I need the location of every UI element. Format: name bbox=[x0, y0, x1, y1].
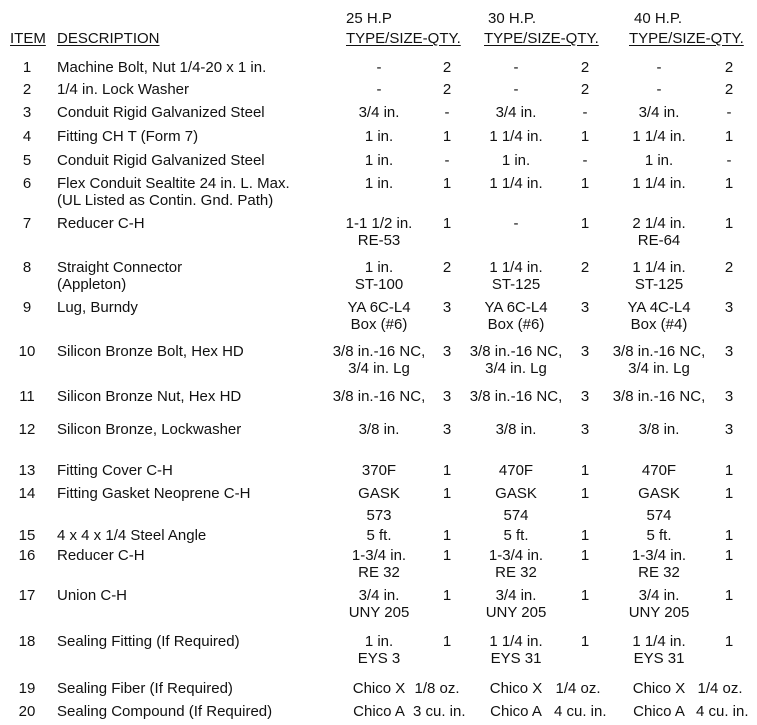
type-size-hp25: - bbox=[376, 81, 382, 98]
type-size-hp30: 1 in. bbox=[501, 152, 531, 169]
quantity-hp30: 1 bbox=[580, 175, 590, 192]
type-size-hp40: 3/4 in. bbox=[638, 587, 680, 604]
item-description: Reducer C-H bbox=[57, 215, 145, 232]
quantity-hp40: 1 bbox=[724, 128, 734, 145]
quantity-hp25: 1/8 oz. bbox=[414, 680, 460, 697]
quantity-hp30: 2 bbox=[580, 259, 590, 276]
item-number: 2 bbox=[22, 81, 32, 98]
type-size-hp40: - bbox=[656, 59, 662, 76]
quantity-hp30: 1/4 oz. bbox=[555, 680, 601, 697]
quantity-hp30: 1 bbox=[580, 527, 590, 544]
item-description: Sealing Fitting (If Required) bbox=[57, 633, 240, 650]
quantity-hp25: 2 bbox=[442, 59, 452, 76]
item-number: 20 bbox=[18, 703, 36, 720]
type-size-hp25: ST-100 bbox=[354, 276, 404, 293]
type-size-hp30: ST-125 bbox=[491, 276, 541, 293]
item-number: 10 bbox=[18, 343, 36, 360]
quantity-hp40: 1 bbox=[724, 547, 734, 564]
type-size-hp25: 370F bbox=[361, 462, 397, 479]
quantity-hp30: 3 bbox=[580, 299, 590, 316]
type-size-hp40: 3/8 in. bbox=[638, 421, 680, 438]
type-size-hp25: 1 in. bbox=[364, 633, 394, 650]
quantity-hp40: 1 bbox=[724, 215, 734, 232]
item-description: Silicon Bronze, Lockwasher bbox=[57, 421, 242, 438]
item-description: Reducer C-H bbox=[57, 547, 145, 564]
type-size-hp30: Chico A bbox=[490, 703, 542, 720]
type-size-hp40: UNY 205 bbox=[628, 604, 690, 621]
quantity-hp25: 2 bbox=[442, 259, 452, 276]
type-size-hp40: GASK bbox=[638, 485, 680, 502]
item-description: Fitting Gasket Neoprene C-H bbox=[57, 485, 251, 502]
type-size-hp25: YA 6C-L4 bbox=[347, 299, 411, 316]
quantity-hp25: 2 bbox=[442, 81, 452, 98]
item-description: Straight Connector bbox=[57, 259, 183, 276]
item-number: 8 bbox=[22, 259, 32, 276]
type-size-hp30: 470F bbox=[498, 462, 534, 479]
quantity-hp30: - bbox=[582, 152, 588, 169]
type-size-hp25: 1 in. bbox=[364, 259, 394, 276]
type-size-hp25: UNY 205 bbox=[348, 604, 410, 621]
quantity-hp40: 1 bbox=[724, 527, 734, 544]
type-size-hp25: Chico X bbox=[352, 680, 406, 697]
type-size-hp30: 3/8 in. bbox=[495, 421, 537, 438]
item-number: 6 bbox=[22, 175, 32, 192]
type-size-hp40: 3/4 in. Lg bbox=[628, 360, 690, 377]
type-size-hp25: EYS 3 bbox=[357, 650, 401, 667]
quantity-hp25: - bbox=[444, 152, 450, 169]
item-description: (UL Listed as Contin. Gnd. Path) bbox=[57, 192, 274, 209]
type-size-hp25: RE 32 bbox=[358, 564, 400, 581]
type-size-hp40: 1 1/4 in. bbox=[632, 259, 686, 276]
item-description: 4 x 4 x 1/4 Steel Angle bbox=[57, 527, 207, 544]
header-type-size-qty-25hp: TYPE/SIZE-QTY. bbox=[346, 30, 461, 47]
item-number: 12 bbox=[18, 421, 36, 438]
item-description: (Appleton) bbox=[57, 276, 127, 293]
header-25hp: 25 H.P bbox=[346, 10, 392, 27]
type-size-hp40: 1-3/4 in. bbox=[631, 547, 687, 564]
quantity-hp30: 1 bbox=[580, 215, 590, 232]
quantity-hp25: - bbox=[444, 104, 450, 121]
quantity-hp25: 1 bbox=[442, 215, 452, 232]
quantity-hp40: 2 bbox=[724, 59, 734, 76]
quantity-hp30: 1 bbox=[580, 633, 590, 650]
type-size-hp25: 3/4 in. bbox=[358, 104, 400, 121]
quantity-hp30: 1 bbox=[580, 128, 590, 145]
type-size-hp40: 1 in. bbox=[644, 152, 674, 169]
quantity-hp30: 3 bbox=[580, 343, 590, 360]
item-number: 4 bbox=[22, 128, 32, 145]
item-number: 13 bbox=[18, 462, 36, 479]
item-description: Lug, Burndy bbox=[57, 299, 138, 316]
type-size-hp40: Chico A bbox=[633, 703, 685, 720]
type-size-hp25: 5 ft. bbox=[366, 527, 392, 544]
quantity-hp30: 1 bbox=[580, 462, 590, 479]
item-description: Machine Bolt, Nut 1/4-20 x 1 in. bbox=[57, 59, 267, 76]
type-size-hp30: 3/8 in.-16 NC, bbox=[469, 388, 563, 405]
type-size-hp30: Box (#6) bbox=[487, 316, 545, 333]
quantity-hp40: 1 bbox=[724, 633, 734, 650]
type-size-hp30: 3/4 in. bbox=[495, 587, 537, 604]
quantity-hp40: 3 bbox=[724, 343, 734, 360]
type-size-hp30: EYS 31 bbox=[490, 650, 542, 667]
item-number: 5 bbox=[22, 152, 32, 169]
quantity-hp30: 2 bbox=[580, 59, 590, 76]
type-size-hp40: Chico X bbox=[632, 680, 686, 697]
quantity-hp25: 1 bbox=[442, 547, 452, 564]
quantity-hp40: - bbox=[726, 152, 732, 169]
type-size-hp30: RE 32 bbox=[495, 564, 537, 581]
item-number: 11 bbox=[19, 388, 35, 405]
item-number: 9 bbox=[22, 299, 32, 316]
type-size-hp40: EYS 31 bbox=[633, 650, 685, 667]
item-number: 7 bbox=[22, 215, 32, 232]
quantity-hp30: 1 bbox=[580, 547, 590, 564]
quantity-hp30: 3 bbox=[580, 421, 590, 438]
quantity-hp25: 1 bbox=[442, 527, 452, 544]
type-size-hp25: 1-3/4 in. bbox=[351, 547, 407, 564]
type-size-hp25: 573 bbox=[366, 507, 392, 524]
item-number: 19 bbox=[18, 680, 36, 697]
item-description: Silicon Bronze Nut, Hex HD bbox=[57, 388, 242, 405]
type-size-hp25: 1 in. bbox=[364, 152, 394, 169]
quantity-hp40: 3 bbox=[724, 299, 734, 316]
header-type-size-qty-40hp: TYPE/SIZE-QTY. bbox=[629, 30, 744, 47]
quantity-hp40: 1 bbox=[724, 587, 734, 604]
quantity-hp40: 3 bbox=[724, 421, 734, 438]
quantity-hp40: 2 bbox=[724, 81, 734, 98]
quantity-hp25: 1 bbox=[442, 485, 452, 502]
type-size-hp30: 3/8 in.-16 NC, bbox=[469, 343, 563, 360]
type-size-hp25: Box (#6) bbox=[350, 316, 408, 333]
quantity-hp25: 1 bbox=[442, 633, 452, 650]
item-number: 15 bbox=[18, 527, 36, 544]
type-size-hp40: Box (#4) bbox=[630, 316, 688, 333]
type-size-hp40: 470F bbox=[641, 462, 677, 479]
type-size-hp40: RE 32 bbox=[638, 564, 680, 581]
item-description: Sealing Fiber (If Required) bbox=[57, 680, 233, 697]
type-size-hp30: 1 1/4 in. bbox=[489, 633, 543, 650]
type-size-hp30: 1 1/4 in. bbox=[489, 175, 543, 192]
item-number: 17 bbox=[18, 587, 36, 604]
type-size-hp30: 1 1/4 in. bbox=[489, 128, 543, 145]
type-size-hp40: 1 1/4 in. bbox=[632, 128, 686, 145]
quantity-hp40: 1/4 oz. bbox=[697, 680, 743, 697]
quantity-hp40: 1 bbox=[724, 175, 734, 192]
item-number: 3 bbox=[22, 104, 32, 121]
type-size-hp40: 1 1/4 in. bbox=[632, 633, 686, 650]
item-description: Fitting CH T (Form 7) bbox=[57, 128, 199, 145]
quantity-hp30: 2 bbox=[580, 81, 590, 98]
quantity-hp25: 3 cu. in. bbox=[413, 703, 466, 720]
type-size-hp40: - bbox=[656, 81, 662, 98]
quantity-hp40: 3 bbox=[724, 388, 734, 405]
item-number: 18 bbox=[18, 633, 36, 650]
header-description: DESCRIPTION bbox=[57, 30, 160, 47]
type-size-hp30: 3/4 in. bbox=[495, 104, 537, 121]
item-description: Sealing Compound (If Required) bbox=[57, 703, 273, 720]
type-size-hp40: 1 1/4 in. bbox=[632, 175, 686, 192]
item-description: 1/4 in. Lock Washer bbox=[57, 81, 190, 98]
header-40hp: 40 H.P. bbox=[634, 10, 683, 27]
quantity-hp30: 4 cu. in. bbox=[554, 703, 607, 720]
type-size-hp25: 3/8 in.-16 NC, bbox=[332, 388, 426, 405]
quantity-hp40: 1 bbox=[724, 462, 734, 479]
quantity-hp25: 3 bbox=[442, 343, 452, 360]
type-size-hp25: 1 in. bbox=[364, 175, 394, 192]
type-size-hp25: 1-1 1/2 in. bbox=[345, 215, 413, 232]
type-size-hp40: 5 ft. bbox=[646, 527, 672, 544]
type-size-hp30: 5 ft. bbox=[503, 527, 529, 544]
type-size-hp40: 3/4 in. bbox=[638, 104, 680, 121]
quantity-hp25: 1 bbox=[442, 175, 452, 192]
type-size-hp25: 3/4 in. bbox=[358, 587, 400, 604]
type-size-hp40: 2 1/4 in. bbox=[632, 215, 686, 232]
header-item: ITEM bbox=[10, 30, 46, 47]
item-description: Conduit Rigid Galvanized Steel bbox=[57, 104, 265, 121]
quantity-hp25: 3 bbox=[442, 421, 452, 438]
item-description: Silicon Bronze Bolt, Hex HD bbox=[57, 343, 244, 360]
item-description: Conduit Rigid Galvanized Steel bbox=[57, 152, 265, 169]
type-size-hp30: 1-3/4 in. bbox=[488, 547, 544, 564]
item-description: Flex Conduit Sealtite 24 in. L. Max. bbox=[57, 175, 290, 192]
type-size-hp25: RE-53 bbox=[357, 232, 401, 249]
type-size-hp30: - bbox=[513, 59, 519, 76]
type-size-hp40: RE-64 bbox=[637, 232, 681, 249]
quantity-hp40: 1 bbox=[724, 485, 734, 502]
quantity-hp40: 2 bbox=[724, 259, 734, 276]
quantity-hp30: 3 bbox=[580, 388, 590, 405]
quantity-hp40: 4 cu. in. bbox=[696, 703, 749, 720]
quantity-hp30: 1 bbox=[580, 587, 590, 604]
type-size-hp40: 3/8 in.-16 NC, bbox=[612, 388, 706, 405]
type-size-hp30: Chico X bbox=[489, 680, 543, 697]
type-size-hp25: 3/4 in. Lg bbox=[348, 360, 410, 377]
item-description: Union C-H bbox=[57, 587, 128, 604]
type-size-hp40: YA 4C-L4 bbox=[627, 299, 691, 316]
header-type-size-qty-30hp: TYPE/SIZE-QTY. bbox=[484, 30, 599, 47]
quantity-hp30: - bbox=[582, 104, 588, 121]
item-number: 16 bbox=[18, 547, 36, 564]
type-size-hp25: GASK bbox=[358, 485, 400, 502]
type-size-hp25: 1 in. bbox=[364, 128, 394, 145]
type-size-hp30: GASK bbox=[495, 485, 537, 502]
header-30hp: 30 H.P. bbox=[488, 10, 537, 27]
type-size-hp25: - bbox=[376, 59, 382, 76]
type-size-hp30: 1 1/4 in. bbox=[489, 259, 543, 276]
type-size-hp30: 574 bbox=[503, 507, 529, 524]
type-size-hp30: UNY 205 bbox=[485, 604, 547, 621]
type-size-hp25: Chico A bbox=[353, 703, 405, 720]
quantity-hp25: 1 bbox=[442, 462, 452, 479]
item-number: 1 bbox=[22, 59, 32, 76]
item-description: Fitting Cover C-H bbox=[57, 462, 173, 479]
quantity-hp40: - bbox=[726, 104, 732, 121]
type-size-hp30: - bbox=[513, 81, 519, 98]
type-size-hp30: - bbox=[513, 215, 519, 232]
type-size-hp30: YA 6C-L4 bbox=[484, 299, 548, 316]
quantity-hp25: 3 bbox=[442, 388, 452, 405]
type-size-hp40: 574 bbox=[646, 507, 672, 524]
quantity-hp30: 1 bbox=[580, 485, 590, 502]
type-size-hp40: ST-125 bbox=[634, 276, 684, 293]
quantity-hp25: 1 bbox=[442, 587, 452, 604]
quantity-hp25: 3 bbox=[442, 299, 452, 316]
item-number: 14 bbox=[18, 485, 36, 502]
type-size-hp30: 3/4 in. Lg bbox=[485, 360, 547, 377]
type-size-hp40: 3/8 in.-16 NC, bbox=[612, 343, 706, 360]
quantity-hp25: 1 bbox=[442, 128, 452, 145]
type-size-hp25: 3/8 in.-16 NC, bbox=[332, 343, 426, 360]
type-size-hp25: 3/8 in. bbox=[358, 421, 400, 438]
